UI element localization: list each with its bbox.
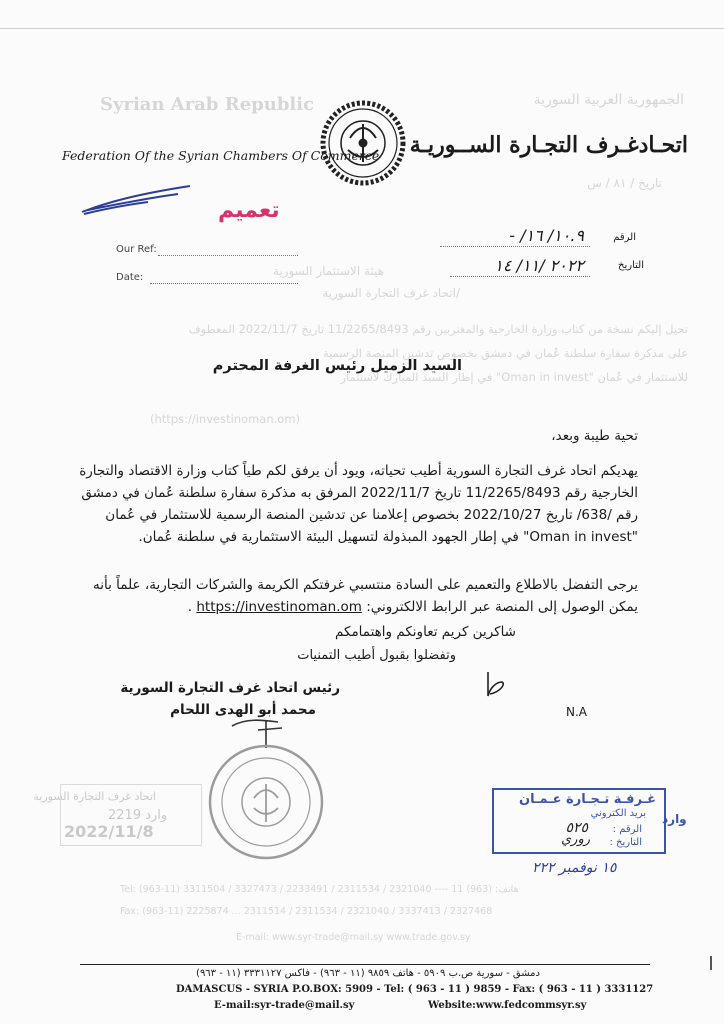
ghost-header-en: Syrian Arab Republic [100,94,315,115]
ghost-line-6: (https://investinoman.om) [150,412,301,426]
ar-number-label: الرقم [613,232,636,243]
received-stamp-number-label: الرقم : [612,824,642,835]
investinoman-link[interactable]: https://investinoman.om [196,599,362,615]
footer-english: DAMASCUS - SYRIA P.O.BOX: 5909 - Tel: ( 963 - 11 ) 9859 - Fax: ( 963 - 11 ) 3331127 [176,984,654,995]
received-stamp-date-value: روري [560,832,590,847]
received-stamp-number-value: ٥٢٥ [565,820,588,836]
paper-top-edge [0,28,724,29]
ghost-line-3: تحيل إليكم نسخة من كتاب وزارة الخارجية والمغتربين رقم 11/2265/8493 تاريخ 2022/11/7 المعطوف [188,322,688,336]
ar-date-dots [450,276,590,277]
ghost-line-5: للاستثمار في عُمان "Oman in invest" في إطار السيد المبارك لاستثمار [340,370,688,384]
closing-line: وتفضلوا بقبول أطيب التمنيات [297,648,456,663]
handwritten-date-blue: ١٥ نوفمبر ٢٢٢ [532,860,617,876]
typist-initials: N.A [566,705,587,719]
ghost-stamp-line-2: 2219 وارد [108,808,168,823]
letter-body-paragraph-1: يهديكم اتحاد غرف التجارة السورية أطيب تحياته، ويود أن يرفق لكم طياً كتاب وزارة الاقتصاد والتجارة الخارجية رقم 11/2265/8493 تاريخ 2022/11/7 المرفق به مذكرة سفارة سلطنة عُمان في دمشق رقم /638/ تاريخ 2022/10/27 بخصوص إعلامنا عن تدشين المنصة الرسمية للاستثمار في عُمان "Oman in invest" في إطار الجهود المبذولة لتسهيل البيئة الاستثمارية في سلطنة عُمان. [79,463,638,545]
footer-arabic: دمشق - سورية ص.ب ٥٩٠٩ - هاتف ٩٨٥٩ (١١ - ٩٦٣) - فاكس ٣٣٣١١٢٧ (١١ - ٩٦٣) [196,968,540,979]
salutation: السيد الزميل رئيس الغرفة المحترم [212,358,462,374]
body2-text: يرجى التفضل بالاطلاع والتعميم على السادة منتسبي غرفتكم الكريمة والشركات التجارية، علماً بأنه يمكن الوصول إلى المنصة عبر الرابط الالكتروني: [93,577,638,615]
footer-right-mark [710,956,712,970]
federation-name-en: Federation Of the Syrian Chambers Of Commerce [62,148,380,163]
ghost-line-2: /اتحاد غرف التجارة السورية [322,286,460,300]
handwritten-mark [478,668,512,704]
ghost-stamp-line-1: اتحاد غرف التجارة السورية [33,790,156,803]
ghost-stamp-line-3: 2022/11/8 [64,822,154,841]
ghost-line-4: على مذكرة سفارة سلطنة عُمان في دمشق بخصوص تدشين المنصة الرسمية [322,346,688,360]
ghost-code: تاريخ / ٨١ / س [587,176,662,190]
letter-body-paragraph-2 [78,574,638,618]
federation-name-ar: اتحـادغـرف التجـارة الســوريـة [409,132,688,158]
received-stamp-date-label: التاريخ : [609,837,642,848]
received-stamp-subtitle: بريد الكتروني [590,808,646,819]
footer-email[interactable]: E-mail:syr-trade@mail.sy [214,1000,355,1011]
received-stamp-side: وارد [662,812,687,826]
blue-signature-scribble [78,180,198,220]
round-official-stamp [206,742,326,862]
signer-title: رئيس اتحاد غرف التجارة السورية [120,680,340,696]
thanks-line: شاكرين كريم تعاونكم واهتمامكم [335,624,516,640]
signer-name: محمد أبو الهدى اللحام [170,702,316,718]
footer-website[interactable]: Website:www.fedcommsyr.sy [428,1000,587,1011]
ghost-footer-line-2: Fax: (963-11) 2225874 ... 2311514 / 2311534 / 2321040 / 3337413 / 2327468 [120,906,493,917]
link-period: . [187,599,193,615]
ar-number-dots [440,246,590,247]
ghost-stamp-frame [60,784,202,846]
received-stamp-title: غـرفـة تـجـارة عـمـان [519,792,656,807]
ar-number-value: ١٠.٩/ ١٦/ - [509,226,584,245]
ghost-line-1: هيئة الاستثمار السورية [273,264,384,278]
ar-date-value: ٢٠٢٢ /١١/ ١٤ [494,256,584,275]
circular-stamp-red: تعميم [218,198,280,223]
greeting: تحية طيبة وبعد، [551,428,638,444]
ar-date-label: التاريخ [618,260,644,271]
our-ref-dots [158,255,298,256]
received-stamp [492,788,666,854]
date-dots [150,283,298,284]
footer-divider [80,964,650,965]
ghost-header-ar: الجمهورية العربية السورية [533,92,684,108]
ghost-footer-line-1: Tel: (963-11) 3311504 / 3327473 / 2233491 / 2311534 / 2321040 ---- هاتف: (963) 11 [120,884,519,895]
our-ref-label: Our Ref: [116,244,157,255]
federation-emblem [318,98,408,188]
date-label: Date: [116,272,144,283]
ghost-footer-line-3: E-mail: www.syr-trade@mail.sy www.trade.gov.sy [236,932,471,943]
